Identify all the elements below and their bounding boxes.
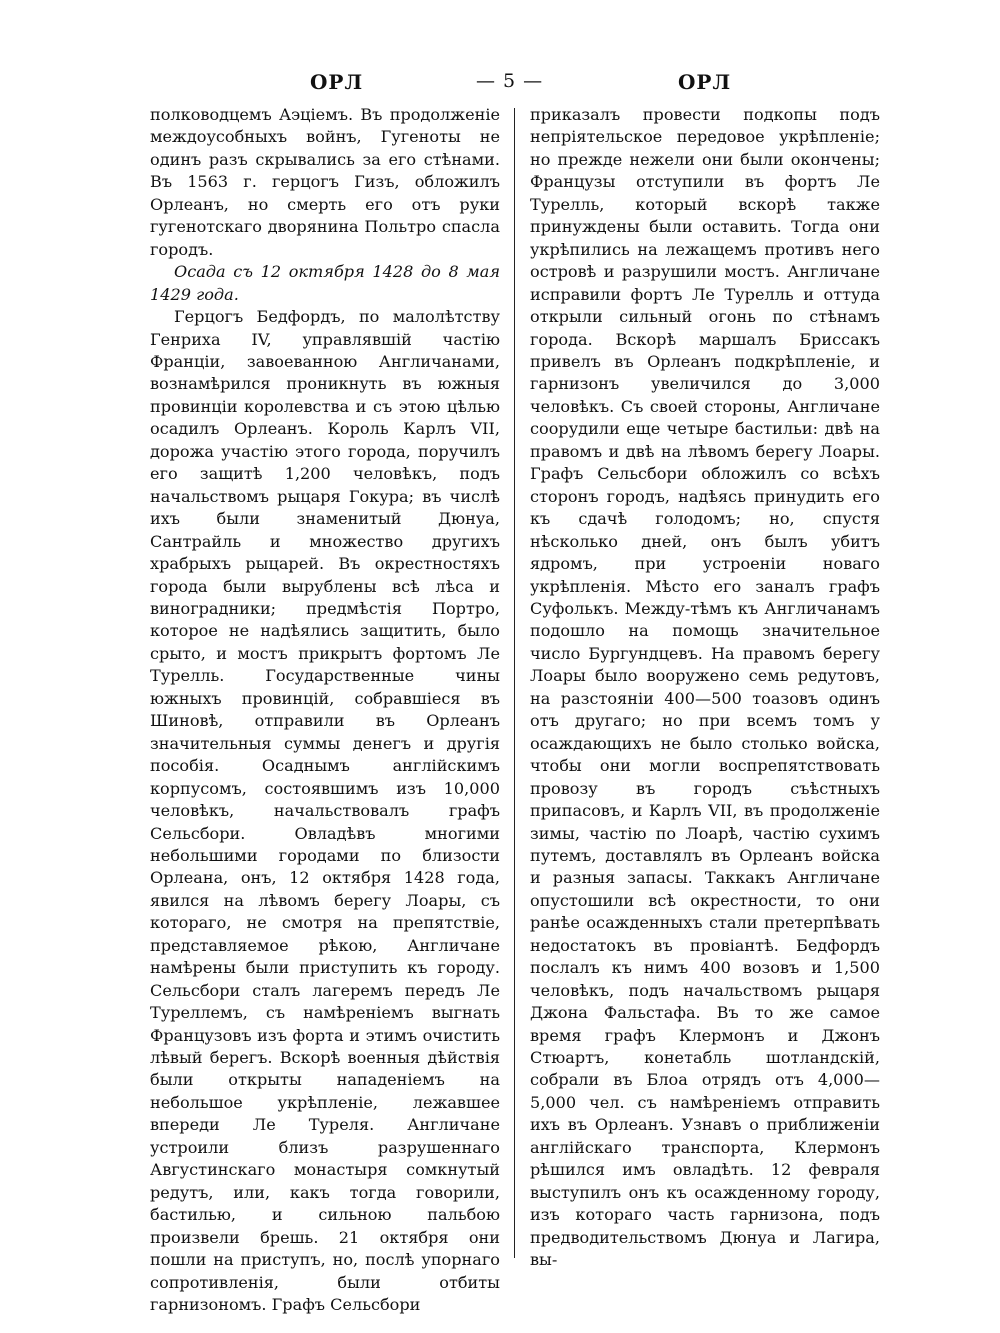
siege-subheading: Осада съ 12 октября 1428 до 8 мая 1429 года. (150, 262, 500, 304)
page-number: — 5 — (476, 70, 544, 92)
running-header (140, 70, 880, 98)
right-column (530, 104, 880, 1272)
left-column (150, 104, 500, 1316)
header-left-title: ОРЛ (310, 70, 364, 94)
column-divider (514, 108, 515, 1258)
left-paragraph-main: Герцогъ Бедфордъ, по малолѣтству Генриха IV, управлявшій частію Франціи, завоеванною Англичанами, вознамѣрился проникнуть въ южныя провинціи королевства и съ этою цѣлью осадилъ Орлеанъ. Король Карлъ VII, дорожа участію этого города, поручилъ его защитѣ 1,200 человѣкъ, подъ начальствомъ рыцаря Гокура; въ числѣ ихъ были знаменитый Дюнуа, Сантрайль и множество другихъ храбрыхъ рыцарей. Въ окрестностяхъ города были вырублены всѣ лѣса и виноградники; предмѣстія Портро, которое не надѣялись защитить, было срыто, и мостъ прикрытъ фортомъ Ле Турелль. Государственные чины южныхъ провинцій, собравшіеся въ Шиновѣ, отправили въ Орлеанъ значительныя суммы денегъ и другія пособія. Осаднымъ англійскимъ корпусомъ, состоявшимъ изъ 10,000 человѣкъ, начальствовалъ графъ Сельсбори. Овладѣвъ многими небольшими городами по близости Орлеана, онъ, 12 октября 1428 года, явился на лѣвомъ берегу Лоары, съ котораго, не смотря на препятствіе, представляемое рѣкою, Англичане намѣрены были приступить къ городу. Сельсбори сталъ лагеремъ передъ Ле Туреллемъ, съ намѣреніемъ выгнать Французовъ изъ форта и этимъ очистить лѣвый берегъ. Вскорѣ военныя дѣйствія были открыты нападеніемъ на небольшое укрѣпленіе, лежавшее впереди Ле Туреля. Англичане устроили близъ разрушеннаго Августинскаго монастыря сомкнутый редутъ, или, какъ тогда говорили, бастилью, и сильною пальбою произвели брешь. 21 октября они пошли на приступъ, но, послѣ упорнаго сопротивленія, были отбиты гарнизономъ. Графъ Сельсбори (150, 307, 500, 1315)
right-paragraph: приказалъ провести подкопы подъ непріятельское передовое укрѣпленіе; но прежде нежели они были окончены; Французы отступили въ фортъ Ле Турелль, который вскорѣ также принуждены были оставить. Тогда они укрѣпились на лежащемъ противъ него островѣ и разрушили мостъ. Англичане исправили фортъ Ле Турелль и оттуда открыли сильный огонь по стѣнамъ города. Вскорѣ маршалъ Бриссакъ привелъ въ Орлеанъ подкрѣпленіе, и гарнизонъ увеличился до 3,000 человѣкъ. Съ своей стороны, Англичане соорудили еще четыре бастильи: двѣ на правомъ и двѣ на лѣвомъ берегу Лоары. Графъ Сельсбори обложилъ со всѣхъ сторонъ городъ, надѣясь принудить его къ сдачѣ голодомъ; но, спустя нѣсколько дней, онъ былъ убитъ ядромъ, при устроеніи новаго укрѣпленія. Мѣсто его заналъ графъ Суфолькъ. Между-тѣмъ къ Англичанамъ подошло на помощь значительное число Бургундцевъ. На правомъ берегу Лоары было вооружено семь редутовъ, на разстояніи 400—500 тоазовъ одинъ отъ другаго; но при всемъ томъ у осаждающихъ не было столько войска, чтобы они могли воспрепятствовать провозу въ городъ съѣстныхъ припасовъ, и Карлъ VII, въ продолженіе зимы, частію по Лоарѣ, частію сухимъ путемъ, доставлялъ въ Орлеанъ войска и разныя запасы. Таккакъ Англичане опустошили всѣ окрестности, то они ранѣе осажденныхъ стали претерпѣвать недостатокъ въ провіантѣ. Бедфордъ послалъ къ нимъ 400 возовъ и 1,500 человѣкъ, подъ начальствомъ рыцаря Джона Фальстафа. Въ то же самое время графъ Клермонъ и Джонъ Стюартъ, конетабль шотландскій, собрали въ Блоа отрядъ отъ 4,000—5,000 чел. съ намѣреніемъ отправить ихъ въ Орлеанъ. Узнавъ о приближеніи англійскаго транспорта, Клермонъ рѣшился имъ овладѣть. 12 февраля выступилъ онъ къ осажденному городу, изъ котораго часть гарнизона, подъ предводительствомъ Дюнуа и Лагира, вы- (530, 105, 880, 1270)
left-paragraph-continuation: полководцемъ Аэціемъ. Въ продолженіе междоусобныхъ войнъ, Гугеноты не одинъ разъ скрывались за его стѣнами. Въ 1563 г. герцогъ Гизъ, обложилъ Орлеанъ, но смерть его отъ руки гугенотскаго дворянина Польтро спасла городъ. (150, 105, 500, 259)
header-right-title: ОРЛ (678, 70, 732, 94)
